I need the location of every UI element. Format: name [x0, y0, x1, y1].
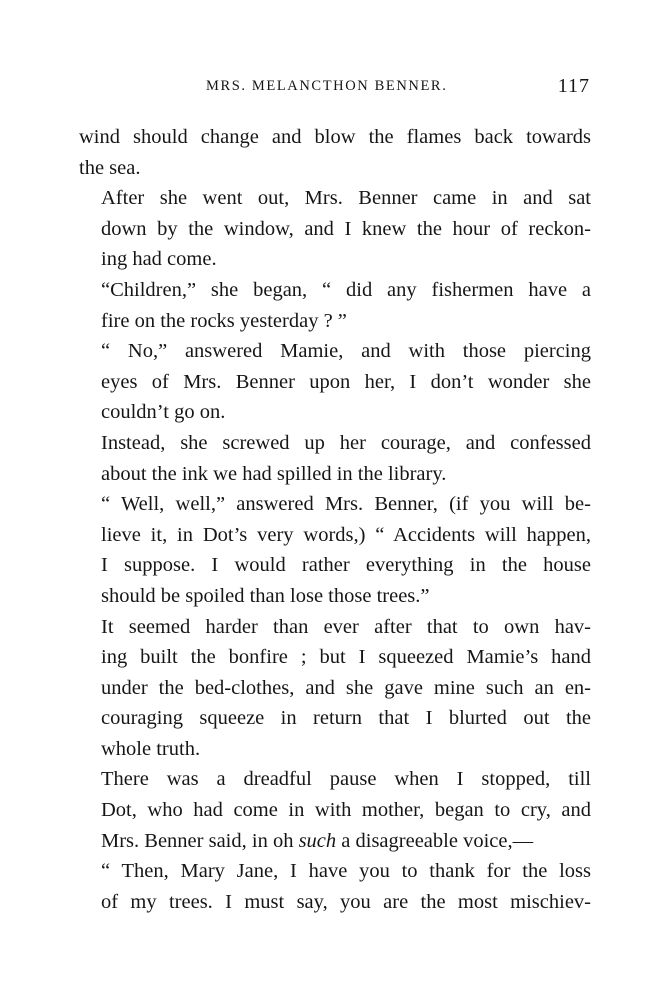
paragraph: [79, 428, 591, 489]
text-line-with-italic: Mrs. Benner said, in oh such a disagreeable voice,—: [101, 829, 534, 852]
page-number: 117: [557, 75, 590, 97]
text-line: ing built the bonfire ; but I squeezed Mamie’s hand: [101, 646, 591, 669]
text-line: couraging squeeze in return that I blurted out the: [101, 707, 591, 730]
text-line: ing had come.: [101, 248, 217, 271]
text-line: couldn’t go on.: [101, 401, 226, 424]
text-line: down by the window, and I knew the hour of reckon-: [101, 217, 591, 240]
text-line: “Children,” she began, “ did any fishermen have a: [101, 278, 591, 301]
text-line: I suppose. I would rather everything in the house: [101, 554, 591, 577]
paragraph: [79, 612, 591, 765]
paragraph: [79, 183, 591, 275]
paragraph: [79, 764, 591, 856]
text-line: Dot, who had come in with mother, began to cry, and: [101, 799, 591, 822]
paragraph: [79, 275, 591, 336]
running-head: [78, 75, 590, 102]
text-line: about the ink we had spilled in the library.: [101, 462, 447, 485]
text-line: After she went out, Mrs. Benner came in and sat: [101, 187, 591, 210]
running-title: MRS. MELANCTHON BENNER.: [206, 78, 448, 94]
text-line: eyes of Mrs. Benner upon her, I don’t wonder she: [101, 370, 591, 393]
text-line: “ Well, well,” answered Mrs. Benner, (if you will be-: [101, 493, 591, 516]
text-line: wind should change and blow the flames back towards: [79, 126, 591, 148]
paragraph: [79, 336, 591, 428]
paragraph: [79, 489, 591, 611]
paragraph: [79, 856, 591, 917]
text-line: whole truth.: [101, 737, 201, 760]
text-line: the sea.: [79, 156, 141, 179]
text-line: should be spoiled than lose those trees.”: [101, 584, 430, 607]
paragraph: [79, 122, 591, 183]
text-line: lieve it, in Dot’s very words,) “ Accidents will happen,: [101, 523, 591, 546]
text-line: under the bed-clothes, and she gave mine such an en-: [101, 676, 591, 699]
text-line: of my trees. I must say, you are the most mischiev-: [101, 890, 591, 913]
text-line: It seemed harder than ever after that to own hav-: [101, 615, 591, 638]
text-line: fire on the rocks yesterday ? ”: [101, 309, 347, 332]
text-line: “ Then, Mary Jane, I have you to thank for the loss: [101, 860, 591, 883]
body-text: [79, 122, 591, 917]
text-line: Instead, she screwed up her courage, and confessed: [101, 431, 591, 454]
italic-emphasis: such: [298, 829, 337, 852]
text-line: There was a dreadful pause when I stopped, till: [101, 768, 591, 791]
text-line: “ No,” answered Mamie, and with those piercing: [101, 340, 591, 363]
